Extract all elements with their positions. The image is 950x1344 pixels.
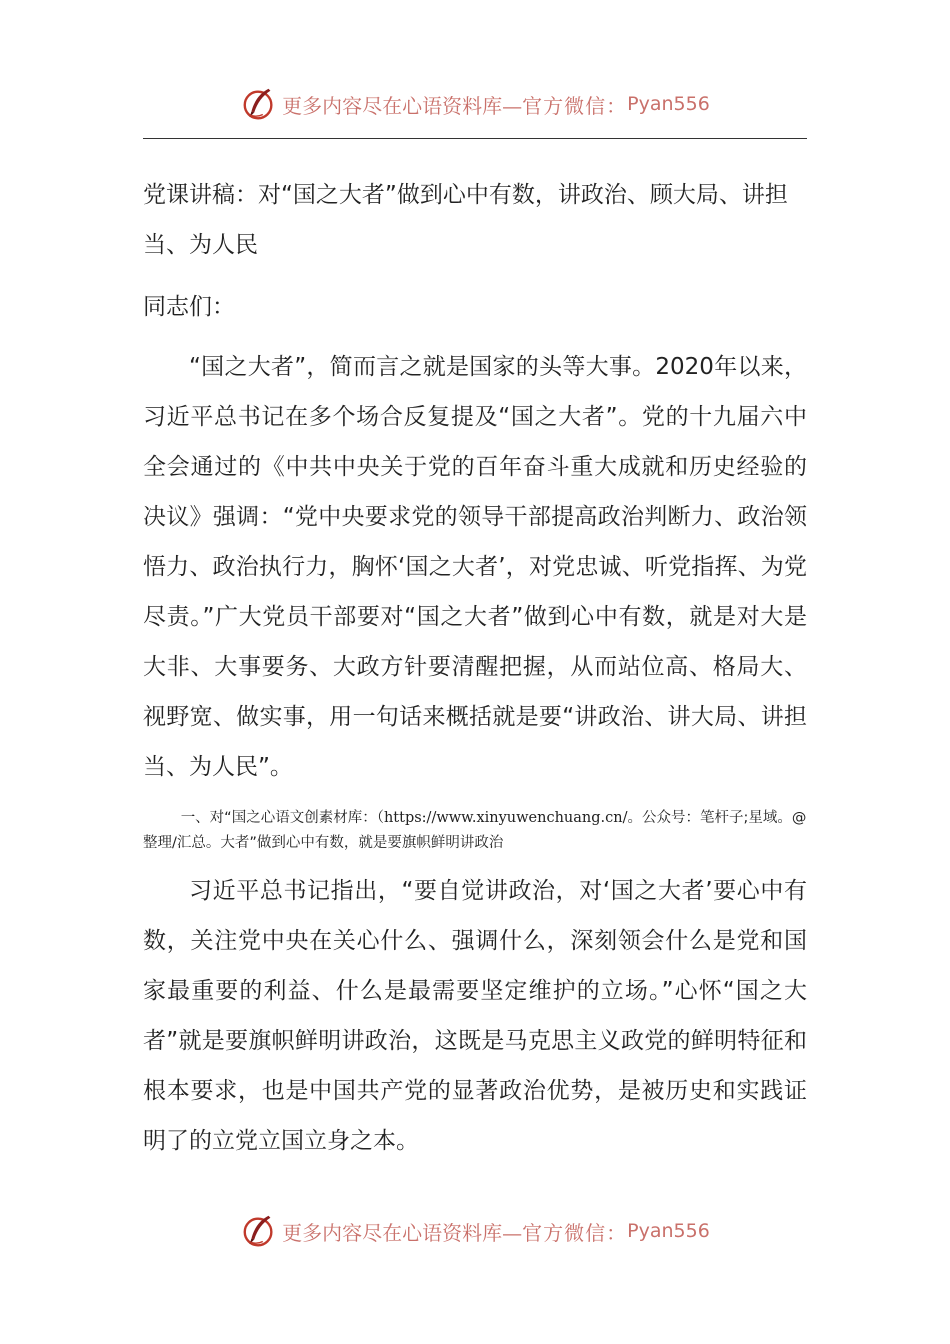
document-title: 党课讲稿：对“国之大者”做到心中有数，讲政治、顾大局、讲担当、为人民 — [143, 182, 788, 258]
greeting: 同志们： — [143, 294, 235, 320]
banner-wechat-label: 官方微信： — [522, 1220, 628, 1245]
banner-wechat-label: 官方微信： — [522, 93, 628, 118]
section-heading-url: https://www.xinyuwenchuang.cn/ — [383, 810, 628, 826]
banner-account: Pyan556 — [627, 1220, 710, 1242]
document-body — [143, 170, 807, 1166]
banner-account: Pyan556 — [627, 93, 710, 115]
footer-banner — [0, 1209, 950, 1253]
banner-text: 更多内容尽在心语资料库— — [282, 1220, 523, 1245]
banner-text: 更多内容尽在心语资料库— — [282, 93, 523, 118]
header-divider — [143, 138, 807, 139]
quill-pen-logo-icon — [240, 1212, 278, 1250]
section-heading — [143, 806, 807, 856]
section-heading-pre: 一、对“国之心语文创素材库：（ — [180, 810, 384, 826]
paragraph-1: “国之大者”，简而言之就是国家的头等大事。2020年以来，习近平总书记在多个场合反复提及“国之大者”。党的十九届六中全会通过的《中共中央关于党的百年奋斗重大成就和历史经验的决议》强调：“党中央要求党的领导干部提高政治判断力、政治领悟力、政治执行力，胸怀‘国之大者’，对党忠诚、听党指挥、为党尽责。”广大党员干部要对“国之大者”做到心中有数，就是对大是大非、大事要务、大政方针要清醒把握，从而站位高、格局大、视野宽、做实事，用一句话来概括就是要“讲政治、讲大局、讲担当、为人民”。 — [143, 354, 807, 780]
section-heading-post: 。公众号：笔杆子;星域。@整理/汇总。大者”做到心中有数，就是要旗帜鲜明讲政治 — [143, 810, 807, 851]
quill-pen-logo-icon — [240, 85, 278, 123]
paragraph-2: 习近平总书记指出，“要自觉讲政治，对‘国之大者’要心中有数，关注党中央在关心什么、强调什么，深刻领会什么是党和国家最重要的利益、什么是最需要坚定维护的立场。”心怀“国之大者”就是要旗帜鲜明讲政治，这既是马克思主义政党的鲜明特征和根本要求，也是中国共产党的显著政治优势，是被历史和实践证明了的立党立国立身之本。 — [143, 878, 807, 1154]
header-banner — [0, 82, 950, 126]
